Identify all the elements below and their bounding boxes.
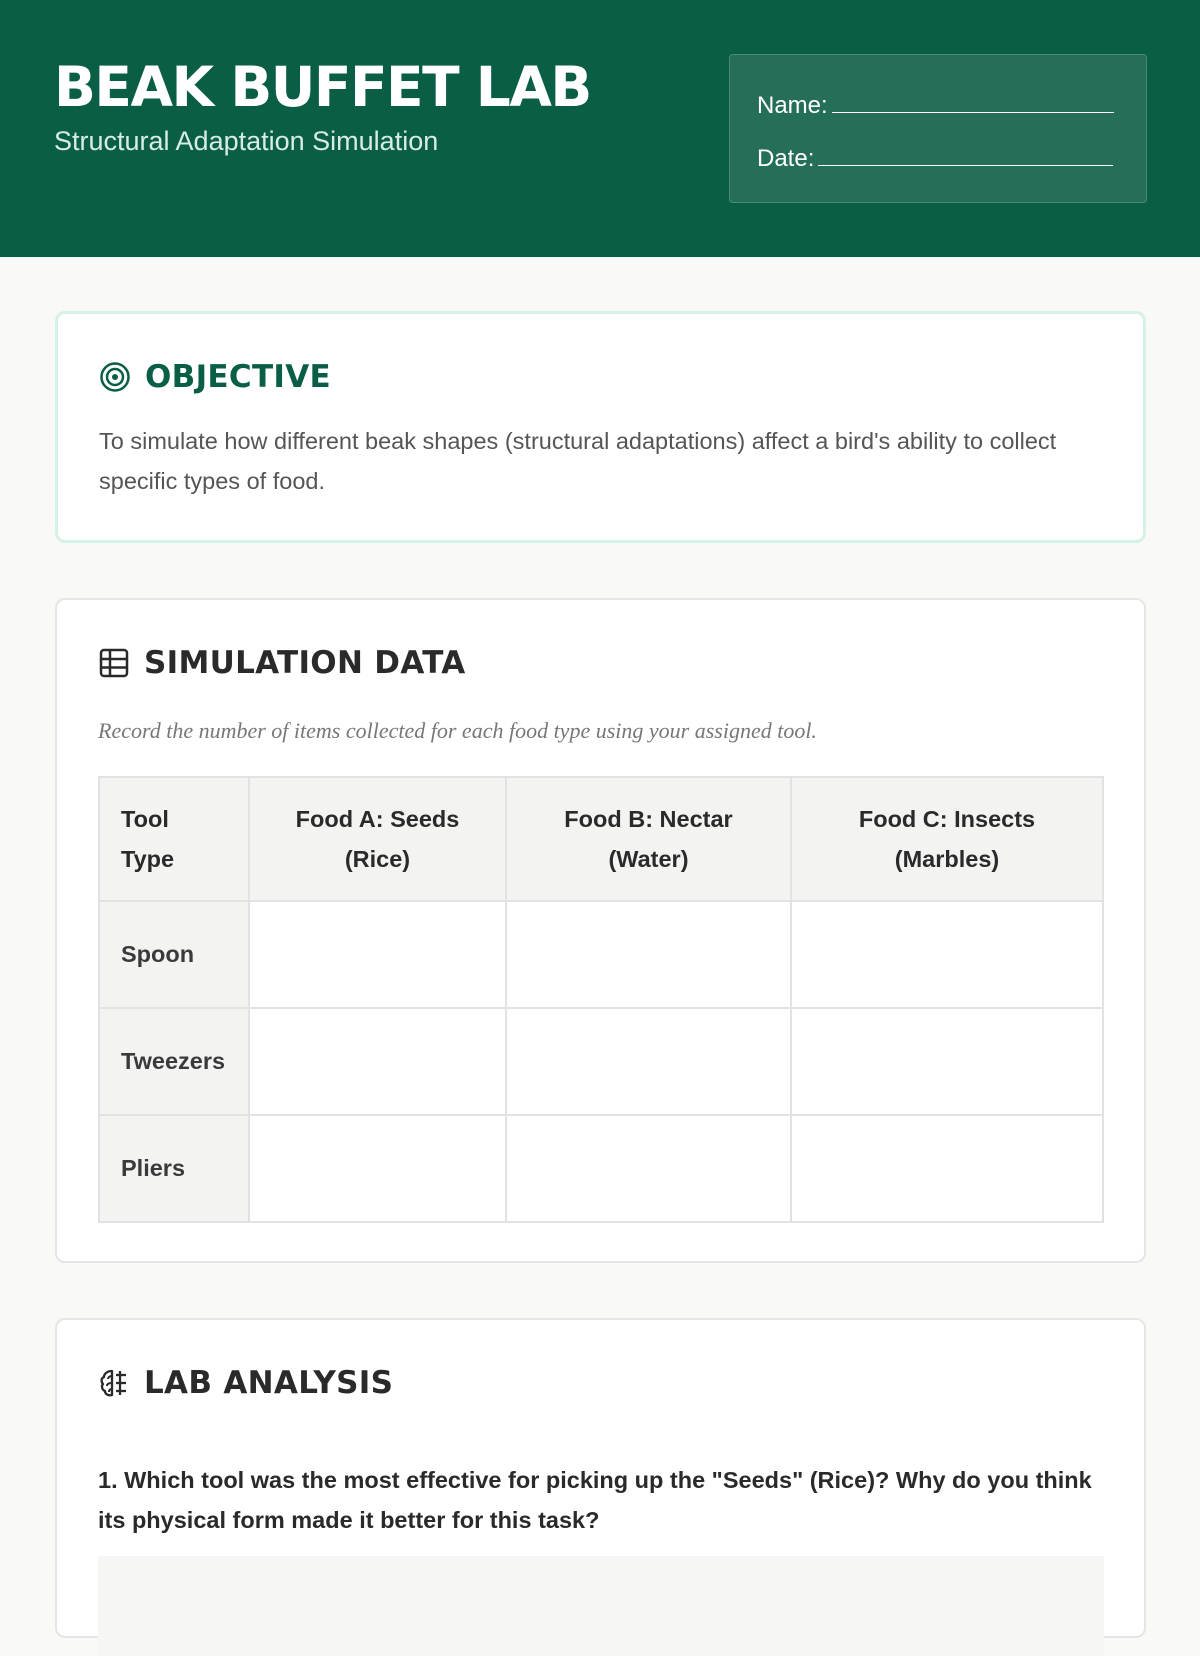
page-subtitle: Structural Adaptation Simulation xyxy=(54,126,439,156)
simulation-instructions: Record the number of items collected for each food type using your assigned tool. xyxy=(98,718,817,743)
col-header-food-c xyxy=(791,777,1103,901)
simulation-table xyxy=(98,776,1104,1223)
name-date-box xyxy=(729,54,1147,203)
col-header-food-a xyxy=(249,777,506,901)
table-row xyxy=(99,1008,1103,1115)
objective-card xyxy=(55,311,1146,543)
col-header-line: (Rice) xyxy=(344,846,411,872)
col-header-tool-type xyxy=(99,777,249,901)
col-header-line: Type xyxy=(121,846,175,872)
name-field[interactable] xyxy=(757,89,1114,120)
question-1: 1. Which tool was the most effective for picking up the "Seeds" (Rice)? Why do you think its physical form made it better for this task? xyxy=(98,1467,1092,1533)
table-row xyxy=(99,1115,1103,1222)
objective-title: OBJECTIVE xyxy=(145,359,331,395)
objective-text: To simulate how different beak shapes (structural adaptations) affect a bird's ability to collect specific types of food. xyxy=(99,428,1057,494)
page-title: BEAK BUFFET LAB xyxy=(54,55,591,119)
data-cell[interactable] xyxy=(791,901,1103,1008)
date-blank[interactable] xyxy=(818,142,1113,166)
row-label-pliers: Pliers xyxy=(99,1115,249,1222)
analysis-title: LAB ANALYSIS xyxy=(144,1365,394,1401)
lab-analysis-card xyxy=(55,1318,1146,1638)
data-cell[interactable] xyxy=(791,1008,1103,1115)
data-cell[interactable] xyxy=(249,901,506,1008)
col-header-line: Food B: Nectar xyxy=(564,806,733,832)
target-icon xyxy=(99,361,131,393)
analysis-heading xyxy=(98,1365,393,1401)
col-header-line: Tool xyxy=(121,806,169,832)
name-blank[interactable] xyxy=(832,89,1114,113)
simulation-data-card xyxy=(55,598,1146,1263)
page-header xyxy=(0,0,1200,257)
table-row xyxy=(99,901,1103,1008)
data-cell[interactable] xyxy=(249,1115,506,1222)
table-header-row xyxy=(99,777,1103,901)
col-header-line: (Water) xyxy=(608,846,689,872)
answer-box-1[interactable] xyxy=(98,1556,1104,1656)
objective-heading xyxy=(99,359,331,395)
name-label: Name: xyxy=(757,92,828,119)
col-header-line: Food C: Insects xyxy=(858,806,1036,832)
col-header-line: (Marbles) xyxy=(894,846,1000,872)
data-cell[interactable] xyxy=(506,1115,791,1222)
data-cell[interactable] xyxy=(249,1008,506,1115)
col-header-line: Food A: Seeds xyxy=(295,806,460,832)
simulation-heading xyxy=(98,645,466,681)
brain-icon xyxy=(98,1367,130,1399)
table-icon xyxy=(98,647,130,679)
col-header-food-b xyxy=(506,777,791,901)
row-label-spoon: Spoon xyxy=(99,901,249,1008)
date-label: Date: xyxy=(757,145,815,172)
data-cell[interactable] xyxy=(506,1008,791,1115)
data-cell[interactable] xyxy=(791,1115,1103,1222)
row-label-tweezers: Tweezers xyxy=(99,1008,249,1115)
simulation-title: SIMULATION DATA xyxy=(144,645,466,681)
data-cell[interactable] xyxy=(506,901,791,1008)
date-field[interactable] xyxy=(757,142,1113,173)
